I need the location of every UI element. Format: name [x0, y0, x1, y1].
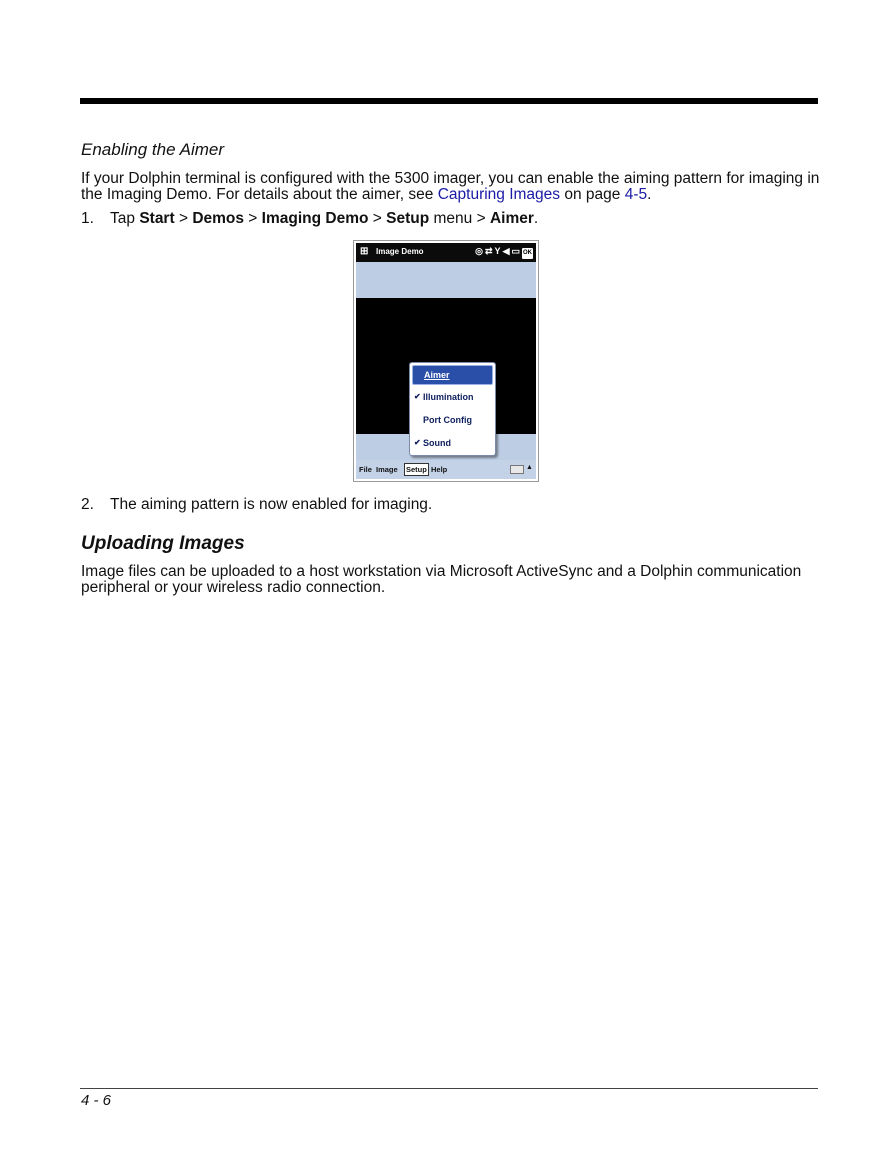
intro-end-text: . [647, 186, 652, 203]
device-titlebar [356, 243, 536, 262]
section-heading: Enabling the Aimer [81, 140, 225, 159]
uploading-heading: Uploading Images [81, 533, 245, 554]
menu-item-illumination[interactable] [412, 388, 491, 406]
status-icons [475, 246, 533, 259]
signal-off-icon[interactable]: Y [494, 246, 503, 256]
sync-icon[interactable]: ⇄ [485, 246, 495, 256]
setup-popup-menu [409, 362, 496, 456]
check-icon: ✔ [414, 438, 421, 447]
windows-start-icon[interactable]: ⊞ [360, 246, 369, 257]
step-end: . [533, 210, 539, 227]
keyboard-icon[interactable] [510, 465, 524, 474]
menu-setup[interactable]: Setup [406, 465, 427, 474]
menu-item-port-config[interactable] [412, 411, 491, 429]
page-link[interactable]: 4-5 [624, 186, 648, 203]
setup-term: Setup [386, 210, 430, 227]
device-screenshot [353, 240, 539, 482]
page-number: 4 - 6 [81, 1092, 112, 1109]
bottom-rule [80, 1088, 818, 1089]
step-2 [81, 496, 432, 514]
demos-term: Demos [192, 210, 244, 227]
menu-help[interactable]: Help [431, 465, 448, 474]
menu-item-label: Aimer [424, 370, 450, 380]
start-term: Start [139, 210, 175, 227]
sip-arrow-icon[interactable]: ▲ [526, 464, 533, 471]
menu-item-label: Port Config [423, 415, 472, 425]
step-number: 2. [81, 496, 94, 513]
message-icon[interactable]: ◎ [475, 246, 485, 256]
menu-item-sound[interactable] [412, 434, 491, 452]
capturing-images-link[interactable]: Capturing Images [437, 186, 561, 203]
uploading-paragraph: Image files can be uploaded to a host workstation via Microsoft ActiveSync and a Dolphin communication peripheral or your wireless radio connection. [81, 563, 802, 596]
battery-icon[interactable]: ▭ [511, 246, 522, 256]
device-upper-panel [356, 262, 536, 298]
step-text: Tap [110, 210, 140, 227]
menu-text: menu > [429, 210, 490, 227]
check-icon: ✔ [414, 392, 421, 401]
separator: > [368, 210, 387, 227]
step-text: The aiming pattern is now enabled for imaging. [110, 496, 433, 513]
imaging-demo-term: Imaging Demo [261, 210, 369, 227]
device-title: Image Demo [376, 247, 424, 256]
menu-image[interactable]: Image [376, 465, 398, 474]
step-number: 1. [81, 210, 94, 227]
ok-button[interactable]: OK [522, 248, 533, 259]
volume-muted-icon[interactable]: ◀ [502, 246, 512, 256]
intro-paragraph [81, 171, 821, 203]
top-rule [80, 98, 818, 104]
menu-item-label: Illumination [423, 392, 474, 402]
menu-item-label: Sound [423, 438, 451, 448]
separator: > [174, 210, 193, 227]
intro-text: If your Dolphin terminal is configured with the 5300 imager, you can enable the aiming pattern for imaging in the Imaging Demo. For details about the aimer, see [81, 170, 820, 203]
menu-item-aimer[interactable] [412, 365, 493, 385]
menu-file[interactable]: File [359, 465, 372, 474]
separator: > [244, 210, 262, 227]
intro-mid-text: on page [560, 186, 625, 203]
step-1 [81, 210, 538, 228]
aimer-term: Aimer [489, 210, 534, 227]
device-menubar [356, 460, 536, 479]
